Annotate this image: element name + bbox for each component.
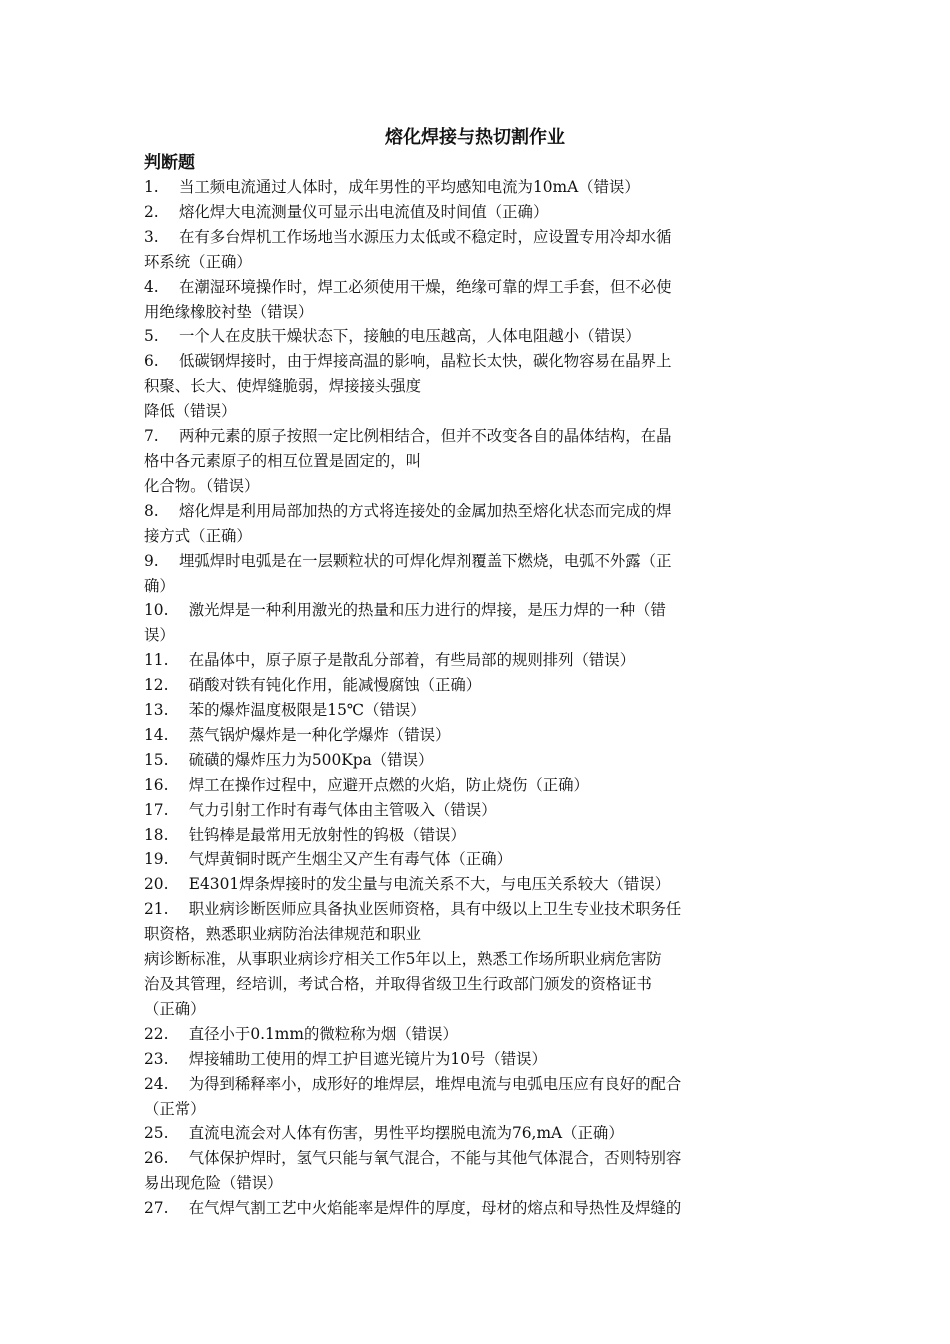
text-line: 13. 苯的爆炸温度极限是15℃（错误） [144, 701, 426, 720]
text-line: （正常） [144, 1099, 206, 1118]
text-line: 10. 激光焊是一种利用激光的热量和压力进行的焊接，是压力焊的一种（错 [144, 601, 666, 620]
text-line: 接方式（正确） [144, 526, 252, 545]
text-line: 职资格，熟悉职业病防治法律规范和职业 [144, 925, 422, 944]
text-line: 8. 熔化焊是利用局部加热的方式将连接处的金属加热至熔化状态而完成的焊 [144, 501, 672, 520]
text-line: 格中各元素原子的相互位置是固定的，叫 [144, 451, 422, 470]
text-line: 用绝缘橡胶衬垫（错误） [144, 302, 314, 321]
text-line: 易出现危险（错误） [144, 1174, 283, 1193]
document-title: 熔化焊接与热切割作业 [385, 127, 565, 148]
text-line: 误） [144, 626, 175, 645]
text-line: 治及其管理，经培训，考试合格，并取得省级卫生行政部门颁发的资格证书 [144, 975, 652, 993]
text-line: 20. E4301焊条焊接时的发尘量与电流关系不大，与电压关系较大（错误） [144, 875, 671, 894]
text-line: 23. 焊接辅助工使用的焊工护目遮光镜片为10号（错误） [144, 1049, 547, 1068]
text-line: 3. 在有多台焊机工作场地当水源压力太低或不稳定时，应设置专用冷却水循 [144, 227, 672, 246]
text-line: 病诊断标准，从事职业病诊疗相关工作5年以上，熟悉工作场所职业病危害防 [144, 950, 662, 969]
text-line: 1. 当工频电流通过人体时，成年男性的平均感知电流为10mA（错误） [144, 178, 640, 196]
text-line: 2. 熔化焊大电流测量仪可显示出电流值及时间值（正确） [144, 202, 549, 221]
text-line: 25. 直流电流会对人体有伤害，男性平均摆脱电流为76,mA（正确） [144, 1124, 624, 1143]
text-line: 24. 为得到稀释率小，成形好的堆焊层，堆焊电流与电弧电压应有良好的配合 [144, 1074, 682, 1093]
text-line: 15. 硫磺的爆炸压力为500Kpa（错误） [144, 750, 434, 769]
text-line: 16. 焊工在操作过程中，应避开点燃的火焰，防止烧伤（正确） [144, 775, 589, 794]
text-line: 21. 职业病诊断医师应具备执业医师资格，具有中级以上卫生专业技术职务任 [144, 900, 682, 919]
text-line: 5. 一个人在皮肤干燥状态下，接触的电压越高，人体电阻越小（错误） [144, 327, 641, 346]
section-heading: 判断题 [144, 153, 195, 173]
text-line: 14. 蒸气锅炉爆炸是一种化学爆炸（错误） [144, 725, 451, 744]
text-line: 9. 埋弧焊时电弧是在一层颗粒状的可焊化焊剂覆盖下燃烧，电弧不外露（正 [144, 551, 672, 570]
text-line: 27. 在气焊气割工艺中火焰能率是焊件的厚度，母材的熔点和导热性及焊缝的 [144, 1199, 682, 1218]
text-line: 环系统（正确） [144, 252, 252, 271]
text-line: 18. 钍钨棒是最常用无放射性的钨极（错误） [144, 825, 466, 844]
text-line: 化合物。（错误） [144, 476, 260, 495]
text-line: 6. 低碳钢焊接时，由于焊接高温的影响，晶粒长太快，碳化物容易在晶界上 [144, 352, 672, 371]
text-line: 19. 气焊黄铜时既产生烟尘又产生有毒气体（正确） [144, 850, 512, 869]
text-line: 26. 气体保护焊时，氢气只能与氧气混合，不能与其他气体混合，否则特别容 [144, 1149, 682, 1168]
text-line: 7. 两种元素的原子按照一定比例相结合，但并不改变各自的晶体结构，在晶 [144, 427, 672, 446]
text-line: 11. 在晶体中，原子原子是散乱分部着，有些局部的规则排列（错误） [144, 651, 636, 670]
text-line: （正确） [144, 999, 206, 1018]
text-line: 4. 在潮湿环境操作时，焊工必须使用干燥，绝缘可靠的焊工手套，但不必使 [144, 277, 672, 296]
text-line: 22. 直径小于0.1mm的微粒称为烟（错误） [144, 1024, 458, 1043]
text-line: 确） [144, 576, 175, 595]
text-line: 12. 硝酸对铁有钝化作用，能减慢腐蚀（正确） [144, 676, 482, 695]
question-list [144, 175, 806, 1221]
text-line: 17. 气力引射工作时有毒气体由主管吸入（错误） [144, 800, 497, 819]
text-line: 降低（错误） [144, 402, 237, 421]
text-line: 积聚、长大、使焊缝脆弱，焊接接头强度 [144, 377, 422, 396]
